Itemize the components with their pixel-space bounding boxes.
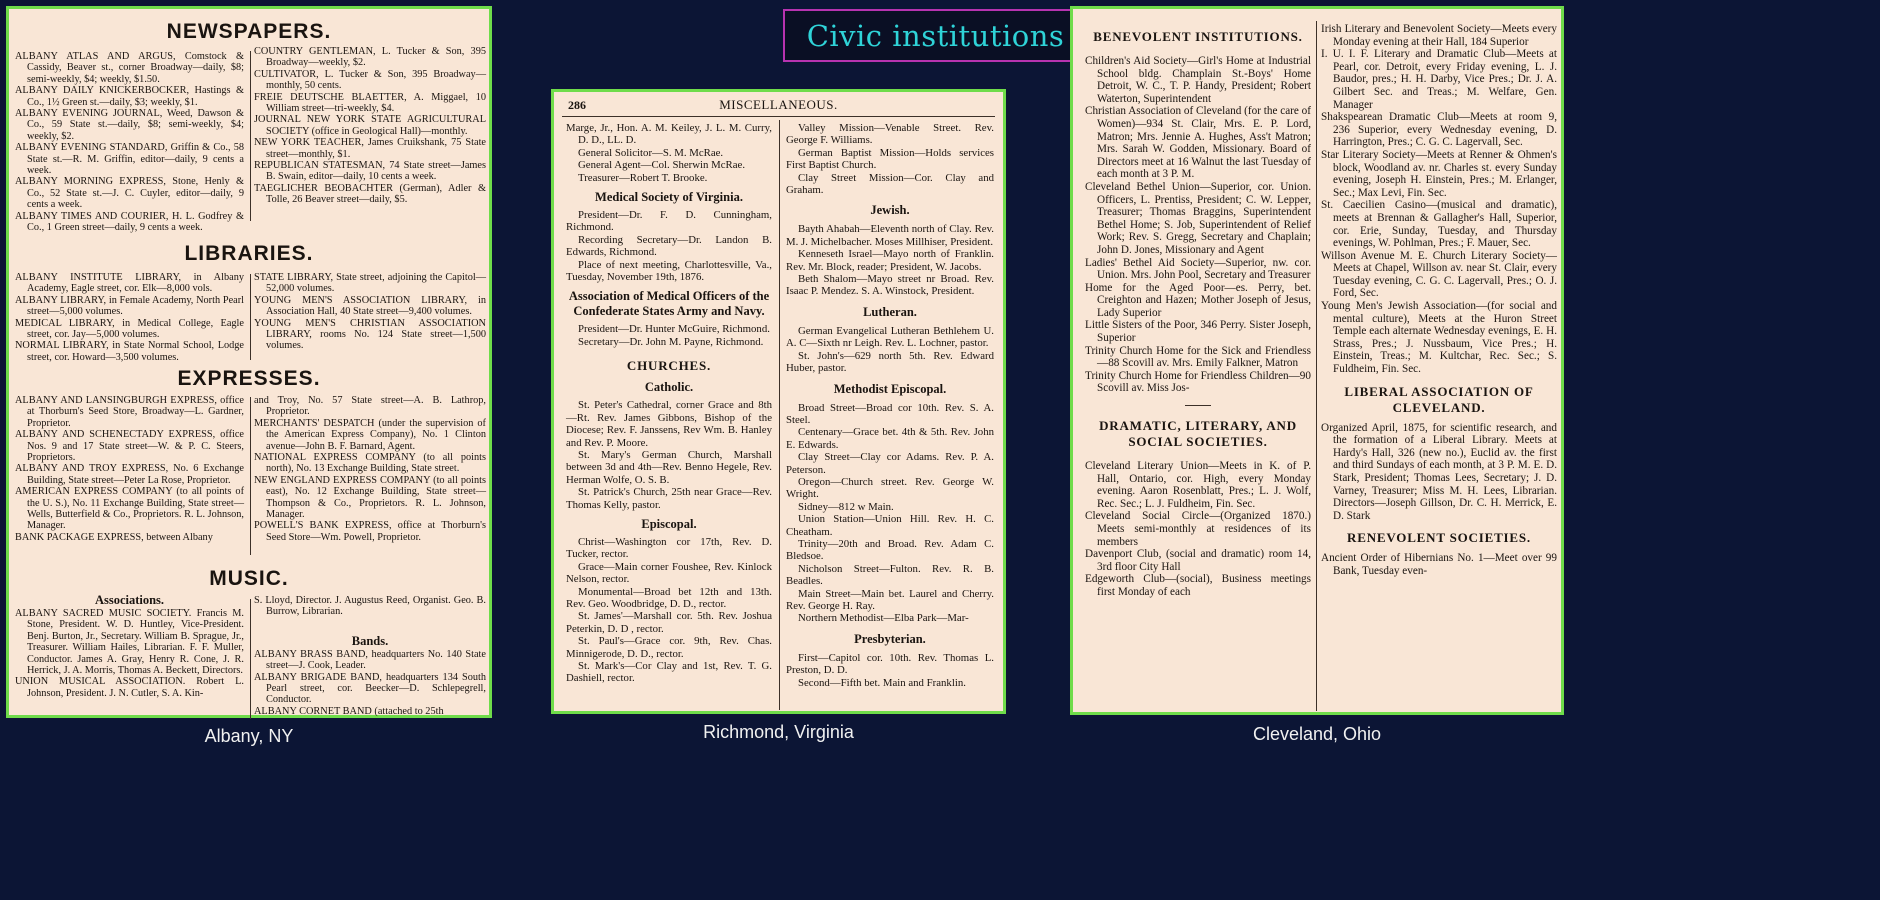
- subsection-heading: Medical Society of Virginia.: [595, 190, 743, 205]
- listing-entry: German Evangelical Lutheran Bethlehem U. A. C—Sixth nr Leigh. Rev. L. Lochner, pastor.: [786, 324, 994, 350]
- listing-entry: Clay Street—Clay cor Adams. Rev. P. A. Peterson.: [786, 451, 994, 476]
- express-entry: ALBANY AND SCHENECTADY EXPRESS, office Nos. 9 and 17 State street—W. & P. C. Steers, Proprietors.: [15, 429, 244, 464]
- library-entry: ALBANY LIBRARY, in Female Academy, North Pearl street—5,000 volumes.: [15, 294, 244, 318]
- listing-entry: Kenneseth Israel—Mayo north of Franklin. Rev. Mr. Block, reader; President, W. Jacobs.: [786, 248, 994, 273]
- express-entry: NEW ENGLAND EXPRESS COMPANY (to all points east), No. 12 Exchange Building, State street—Thompson & Co., Proprietors. R. L. Johnson, Manager.: [254, 474, 486, 521]
- section-heading: BENEVOLENT INSTITUTIONS.: [1093, 29, 1303, 44]
- listing-entry: Bayth Ahabah—Eleventh north of Clay. Rev. M. J. Michelbacher. Moses Millhiser, President.: [786, 223, 994, 248]
- listing-entry: Children's Aid Society—Girl's Home at Industrial School bldg. Champlain St.-Boys' Home Detroit, W. C., T. P. Handy, President; Robert Waterton, Superintendent: [1085, 55, 1311, 105]
- express-entry: AMERICAN EXPRESS COMPANY (to all points of the U. S.), No. 11 Exchange Building, State street—Wells, Butterfield & Co., Proprietors. R. L. Johnson, Manager.: [15, 486, 244, 532]
- newspaper-entry: FREIE DEUTSCHE BLAETTER, A. Miggael, 10 William street—tri-weekly, $4.: [254, 91, 486, 115]
- listing-entry: Shakspearean Dramatic Club—Meets at room 9, 236 Superior, every Wednesday evening, D. Harrington, Pres.; C. G. C. Lagervall, Sec.: [1321, 111, 1557, 149]
- section-heading: DRAMATIC, LITERARY, AND SOCIAL SOCIETIES.: [1099, 418, 1297, 450]
- listing-entry: Home for the Aged Poor—es. Perry, bet. Creighton and Hazen; Mother Joseph of Jesus, Lady Superior: [1085, 281, 1311, 319]
- subsection-heading: Lutheran.: [863, 304, 917, 319]
- associations-heading: Associations.: [94, 593, 165, 607]
- newspaper-entry: NEW YORK TEACHER, James Cruikshank, 75 State street—monthly, $1.: [254, 137, 486, 160]
- subsection-heading: Association of Medical Officers of the Confederate States Army and Navy.: [568, 289, 770, 319]
- listing-entry: Nicholson Street—Fulton. Rev. R. B. Beadles.: [786, 562, 994, 588]
- express-entry: BANK PACKAGE EXPRESS, between Albany: [15, 531, 213, 543]
- listing-entry: Ancient Order of Hibernians No. 1—Meet over 99 Bank, Tuesday even-: [1321, 552, 1557, 577]
- music-heading: MUSIC.: [209, 567, 289, 590]
- listing-entry: Sidney—812 w Main.: [798, 500, 894, 513]
- band-entry: ALBANY BRASS BAND, headquarters No. 140 State street—J. Cook, Leader.: [254, 648, 486, 672]
- listing-entry: Main Street—Main bet. Laurel and Cherry. Rev. George H. Ray.: [786, 587, 994, 612]
- listing-entry: Secretary—Dr. John M. Payne, Richmond.: [578, 335, 764, 348]
- music-right-column: [254, 595, 486, 717]
- cleveland-left-column: [1085, 27, 1311, 711]
- libraries-heading: LIBRARIES.: [184, 242, 314, 265]
- listing-entry: Ladies' Bethel Aid Society—Superior, nw. cor. Union. Mrs. John Pool, Secretary and Treasurer: [1085, 256, 1311, 282]
- express-entry: and Troy, No. 57 State street—A. B. Lathrop, Proprietor.: [254, 395, 486, 418]
- listing-entry: Christian Association of Cleveland (for the care of Women)—934 St. Clair, Mrs. E. P. Lord, Matron; Mrs. Jennie A. Hughes, Ass't Matron; Mrs. Sarah W. Godden, Missionary. Board of Directors meet at 16 Walnut the last Tuesday of each month at 3 P. M.: [1085, 105, 1311, 181]
- listing-entry: St. James'—Marshall cor. 5th. Rev. Joshua Peterkin, D. D , rector.: [566, 610, 772, 635]
- listing-entry: First—Capitol cor. 10th. Rev. Thomas L. Preston, D. D.: [786, 651, 994, 677]
- newspaper-entry: CULTIVATOR, L. Tucker & Son, 395 Broadway—monthly, 50 cents.: [254, 68, 486, 92]
- running-head: MISCELLANEOUS.: [719, 97, 838, 112]
- cleveland-right-column: [1321, 23, 1557, 711]
- listing-entry: Cleveland Literary Union—Meets in K. of P. Hall, Ontario, cor. High, every Monday evening. Aaron Rosenblatt, Pres.; L. J. Wolf, Rec. Sec.; L. J. Fuldheim, Fin. Sec.: [1085, 460, 1311, 510]
- subsection-heading: Presbyterian.: [854, 631, 926, 646]
- express-entry: ALBANY AND TROY EXPRESS, No. 6 Exchange Building, State street—Peter La Rose, Proprietor.: [15, 463, 244, 486]
- richmond-left-column: [566, 122, 772, 710]
- listing-entry: General Agent—Col. Sherwin McRae.: [578, 159, 746, 172]
- listing-entry: Star Literary Society—Meets at Renner & Ohmen's block, Woodland av. nr. Charles st. every Sunday evening, Joseph H. Einstein, Pres.; M. Erlanger, Sec.; Max Levi, Fin. Sec.: [1321, 148, 1557, 199]
- albany-caption: Albany, NY: [204, 726, 294, 746]
- newspaper-entry: ALBANY DAILY KNICKERBOCKER, Hastings & Co., 1½ Green st.—daily, $3; weekly, $1.: [15, 85, 244, 108]
- subsection-heading: Catholic.: [644, 380, 694, 395]
- newspaper-entry: REPUBLICAN STATESMAN, 74 State street—James B. Swain, editor—daily, 10 cents a week.: [254, 160, 486, 183]
- listing-entry: President—Dr. Hunter McGuire, Richmond.: [578, 323, 770, 336]
- listing-entry: Irish Literary and Benevolent Society—Meets every Monday evening at their Hall, 184 Superior: [1321, 23, 1557, 48]
- band-entry: ALBANY BRIGADE BAND, headquarters 134 South Pearl street, cor. Beecker—D. Schlepegrell, Conductor.: [254, 671, 486, 706]
- listing-entry: Young Men's Jewish Association—(for social and mental culture), Meets at the Huron Street Temple each alternate Wednesday evenings, E. H. Strass, Pres.; J. Nussbaum, Vice Pres.; H. Einstein, Treas.; M. Kultchar, Rec. Sec.; S. Fuldheim, Fin. Sec.: [1321, 300, 1557, 376]
- newspapers-right-column: [254, 46, 486, 226]
- page-title: Civic institutions: [806, 18, 1065, 53]
- libraries-right-column: [254, 272, 486, 367]
- section-rule: [1185, 405, 1211, 406]
- listing-entry: Beth Shalom—Mayo street nr Broad. Rev. Isaac P. Mendez. S. A. Winstock, President.: [786, 273, 994, 298]
- listing-entry: St. Mark's—Cor Clay and 1st, Rev. T. G. Dashiell, rector.: [566, 660, 772, 685]
- association-entry: UNION MUSICAL ASSOCIATION. Robert L. Johnson, President. J. N. Cutler, S. A. Kin-: [15, 676, 244, 699]
- listing-entry: Broad Street—Broad cor 10th. Rev. S. A. Steel.: [786, 401, 994, 426]
- subsection-heading: Methodist Episcopal.: [833, 381, 947, 396]
- listing-entry: Cleveland Social Circle—(Organized 1870.) Meets semi-monthly at residences of its members: [1085, 510, 1311, 548]
- listing-entry: Willson Avenue M. E. Church Literary Society—Meets at Chapel, Willson av. near St. Clair, every Tuesday evening, C. G. C. Lagervall, Pres.; O. J. Ford, Sec.: [1321, 249, 1557, 300]
- listing-entry: St. Paul's—Grace cor. 9th, Rev. Chas. Minnigerode, D. D., rector.: [566, 635, 772, 660]
- section-heading: LIBERAL ASSOCIATION OF CLEVELAND.: [1344, 383, 1534, 415]
- expresses-heading: EXPRESSES.: [177, 367, 321, 390]
- listing-entry: Little Sisters of the Poor, 346 Perry. Sister Joseph, Superior: [1085, 319, 1311, 345]
- bands-heading: Bands.: [351, 633, 389, 648]
- libraries-left-column: [15, 272, 244, 367]
- listing-entry: Trinity Church Home for Friendless Children—90 Scovill av. Miss Jos-: [1085, 369, 1311, 395]
- newspaper-entry: ALBANY MORNING EXPRESS, Stone, Henly & Co., 52 State st.—J. C. Cuyler, editor—daily, 9 cents a week.: [15, 176, 244, 211]
- listing-entry: Trinity—20th and Broad. Rev. Adam C. Bledsoe.: [786, 537, 994, 563]
- albany-directory-page: [6, 6, 492, 718]
- newspaper-entry: ALBANY EVENING JOURNAL, Weed, Dawson & Co., 59 State st.—daily, $8; semi-weekly, $4; weekly, $2.: [15, 108, 244, 142]
- library-entry: YOUNG MEN'S CHRISTIAN ASSOCIATION LIBRARY, rooms No. 124 State street—1,500 volumes.: [254, 317, 486, 352]
- listing-entry: General Solicitor—S. M. McRae.: [578, 146, 724, 159]
- listing-entry: St. Peter's Cathedral, corner Grace and 8th—Rt. Rev. James Gibbons, Bishop of the Diocese; Rev. F. Janssens, Rev Wm. B. Hanley and Rev. P. Moore.: [566, 399, 772, 449]
- listing-entry: Recording Secretary—Dr. Landon B. Edwards, Richmond.: [566, 233, 772, 259]
- listing-entry: Centenary—Grace bet. 4th & 5th. Rev. John E. Edwards.: [786, 426, 994, 451]
- express-entry: POWELL'S BANK EXPRESS, office at Thorburn's Seed Store—Wm. Powell, Proprietor.: [254, 520, 486, 543]
- listing-entry: Oregon—Church street. Rev. George W. Wright.: [786, 475, 994, 501]
- listing-entry: Monumental—Broad bet 12th and 13th. Rev. Geo. Woodbridge, D. D., rector.: [566, 585, 772, 610]
- subsection-heading: Episcopal.: [641, 516, 697, 531]
- listing-entry: I. U. I. F. Literary and Dramatic Club—Meets at Pearl, cor. Detroit, every Friday evening, L. J. Baudor, pres.; H. H. Darby, Vice Pres.; Dr. J. A. Gilbert Sec. and Treas.; M. Welfare, Gen. Manager: [1321, 48, 1557, 111]
- listing-entry: St. Mary's German Church, Marshall between 3d and 4th—Rev. Benno Hegele, Rev. Herman Wolfe, O. S. B.: [566, 448, 772, 486]
- section-heading: RENEVOLENT SOCIETIES.: [1347, 530, 1531, 546]
- listing-entry: St. Caecilien Casino—(musical and dramatic), meets at Brennan & Gallagher's Hall, Superior, cor. Erie, Sunday, Tuesday, and Thursday evenings, W. Pohlman, Pres.; F. Mauer, Sec.: [1321, 199, 1557, 250]
- listing-entry: President—Dr. F. D. Cunningham, Richmond.: [566, 209, 772, 234]
- express-entry: NATIONAL EXPRESS COMPANY (to all points north), No. 13 Exchange Building, State street.: [254, 452, 486, 475]
- newspaper-entry: COUNTRY GENTLEMAN, L. Tucker & Son, 395 Broadway—weekly, $2.: [254, 46, 486, 69]
- expresses-left-column: [15, 395, 244, 563]
- listing-entry: Second—Fifth bet. Main and Franklin.: [798, 676, 966, 689]
- association-entry: ALBANY SACRED MUSIC SOCIETY. Francis M. Stone, President. W. D. Huntley, Vice-President. Benj. Burton, Jr., Secretary. William B. Sprague, Jr., Treasurer. William Hailes, Librarian. F. F. Muller, Conductor. James A. Gray, Henry R. Cone, J. R. Herrick, J. A. Morris, Thomas A. Beckett, Directors.: [15, 608, 244, 677]
- library-entry: MEDICAL LIBRARY, in Medical College, Eagle street, cor. Jay—5,000 volumes.: [15, 317, 244, 341]
- title-banner: [783, 9, 1088, 62]
- page-number: 286: [568, 98, 586, 112]
- library-entry: ALBANY INSTITUTE LIBRARY, in Albany Academy, Eagle street, cor. Elk—8,000 vols.: [15, 272, 244, 295]
- listing-entry: Grace—Main corner Foushee, Rev. Kinlock Nelson, rector.: [566, 560, 772, 586]
- listing-entry: Northern Methodist—Elba Park—Mar-: [798, 612, 969, 625]
- music-left-column: [15, 593, 244, 717]
- richmond-caption: Richmond, Virginia: [703, 722, 854, 742]
- cleveland-caption: Cleveland, Ohio: [1252, 724, 1382, 744]
- newspaper-entry: ALBANY TIMES AND COURIER, H. L. Godfrey & Co., 1 Green street—daily, 9 cents a week.: [15, 210, 244, 234]
- expresses-right-column: [254, 395, 486, 563]
- listing-entry: Union Station—Union Hill. Rev. H. C. Cheatham.: [786, 513, 994, 538]
- association-entry: S. Lloyd, Director. J. Augustus Reed, Organist. Geo. B. Burrow, Librarian.: [254, 595, 486, 618]
- library-entry: NORMAL LIBRARY, in State Normal School, Lodge street, cor. Howard—3,500 volumes.: [15, 340, 244, 363]
- newspaper-entry: ALBANY ATLAS AND ARGUS, Comstock & Cassidy, Beaver st., corner Broadway—daily, $8; semi-weekly, $4; weekly, $1.50.: [15, 51, 244, 85]
- listing-entry: Christ—Washington cor 17th, Rev. D. Tucker, rector.: [566, 535, 772, 561]
- subsection-heading: Jewish.: [870, 203, 910, 218]
- listing-entry: St. Patrick's Church, 25th near Grace—Rev. Thomas Kelly, pastor.: [566, 486, 772, 511]
- newspaper-entry: ALBANY EVENING STANDARD, Griffin & Co., 58 State st.—R. M. Griffin, editor—daily, 9 cents a week.: [15, 142, 244, 177]
- library-entry: YOUNG MEN'S ASSOCIATION LIBRARY, in Association Hall, 40 State street—9,400 volumes.: [254, 294, 486, 318]
- listing-entry: St. John's—629 north 5th. Rev. Edward Huber, pastor.: [786, 349, 994, 375]
- band-entry: ALBANY CORNET BAND (attached to 25th: [254, 705, 444, 717]
- listing-entry: Marge, Jr., Hon. A. M. Keiley, J. L. M. Curry, D. D., LL. D.: [566, 122, 772, 147]
- richmond-right-column: [786, 122, 994, 710]
- listing-entry: Treasurer—Robert T. Brooke.: [578, 171, 708, 184]
- listing-entry: Edgeworth Club—(social), Business meetings first Monday of each: [1085, 573, 1311, 598]
- listing-entry: Trinity Church Home for the Sick and Friendless—88 Scovill av. Mrs. Emily Falkner, Matron: [1085, 344, 1311, 370]
- newspapers-heading: NEWSPAPERS.: [166, 20, 332, 43]
- newspaper-entry: JOURNAL NEW YORK STATE AGRICULTURAL SOCIETY (office in Geological Hall)—monthly.: [254, 114, 486, 137]
- listing-entry: Clay Street Mission—Cor. Clay and Graham.: [786, 171, 994, 197]
- listing-entry: Davenport Club, (social and dramatic) room 14, 3rd floor City Hall: [1085, 548, 1311, 573]
- listing-entry: Cleveland Bethel Union—Superior, cor. Union. Officers, L. Prentiss, President; C. W. Lepper, Treasurer; Thomas Braggins, Superintendent Bethel Home; S. Job, Superintendent of Relief Work; Rev. S. Gregg, Secretary and Chaplain; John D. Jones, Missionary and Agent: [1085, 180, 1311, 256]
- express-entry: ALBANY AND LANSINGBURGH EXPRESS, office at Thorburn's Seed Store, Broadway—L. Gardner, Proprietor.: [15, 395, 244, 429]
- listing-entry: Organized April, 1875, for scientific research, and the formation of a Liberal Library. Meets at Hardy's Hall, 326 (new no.), Euclid av. the first and third Sundays of each month, at 3 P. M. E. D. Stark, President; Thomas Lees, Secretary; J. D. Varney, Treasurer; Miss M. H. Lees, Librarian. Directors—Joseph Gillson, Dr. C. H. Merrick, E. D. Stark: [1321, 421, 1557, 522]
- section-heading: CHURCHES.: [626, 358, 712, 374]
- listing-entry: German Baptist Mission—Holds services First Baptist Church.: [786, 146, 994, 172]
- cleveland-directory-page: [1070, 6, 1564, 715]
- newspapers-left-column: [15, 51, 244, 234]
- newspaper-entry: TAEGLICHER BEOBACHTER (German), Adler & Tolle, 26 Beaver street—daily, $5.: [254, 182, 486, 206]
- richmond-directory-page: [551, 89, 1006, 714]
- express-entry: MERCHANTS' DESPATCH (under the supervision of the American Express Company), No. 1 Clinton avenue—John B. F. Barnard, Agent.: [254, 417, 486, 452]
- listing-entry: Place of next meeting, Charlottesville, Va., Tuesday, November 19th, 1876.: [566, 258, 772, 284]
- library-entry: STATE LIBRARY, State street, adjoining the Capitol—52,000 volumes.: [254, 272, 486, 295]
- listing-entry: Valley Mission—Venable Street. Rev. George F. Williams.: [786, 122, 994, 147]
